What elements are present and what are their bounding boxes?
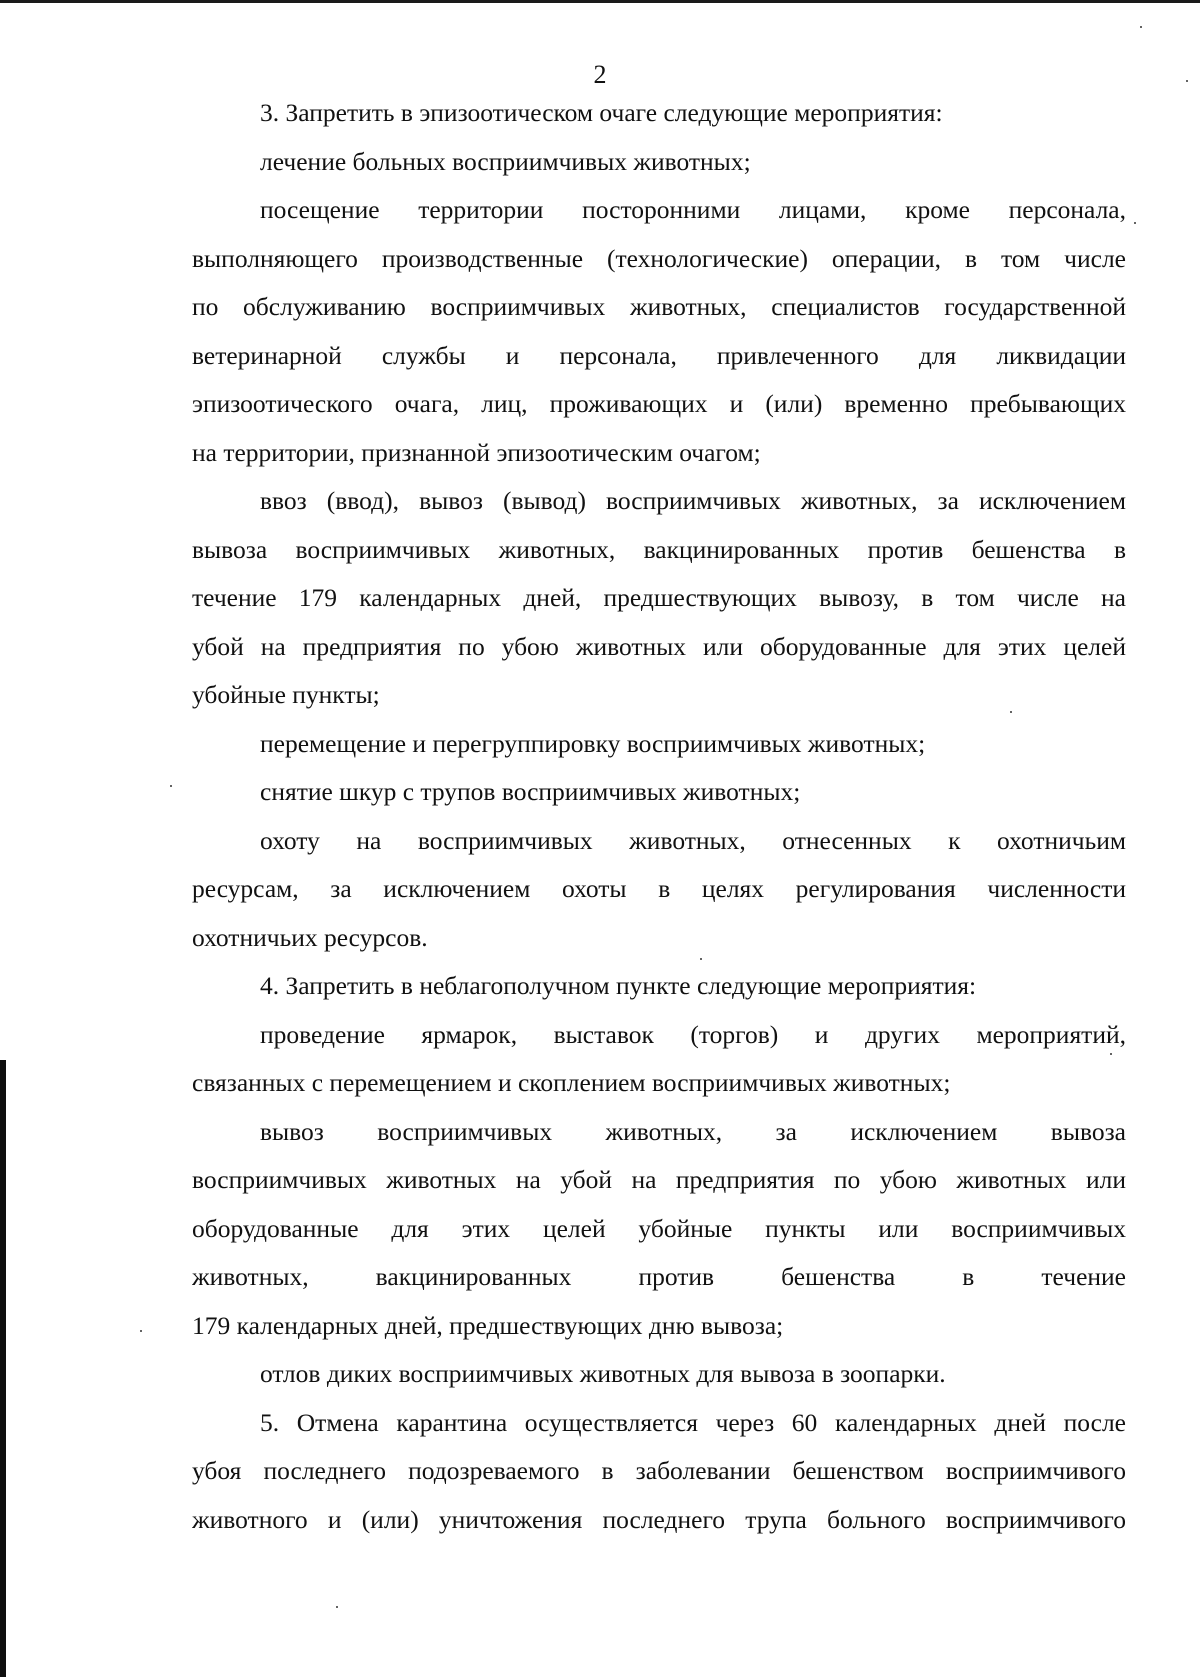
text-line: снятие шкур с трупов восприимчивых животных; <box>260 777 801 806</box>
text-line: восприимчивых животных на убой на предприятия по убою животных или <box>192 1165 1126 1194</box>
text-line: 179 календарных дней, предшествующих дню вывоза; <box>192 1310 784 1340</box>
text-line: выполняющего производственные (технологические) операции, в том числе <box>192 243 1126 273</box>
text-line: животных, вакцинированных против бешенства в течение <box>192 1262 1126 1291</box>
text-line: убойные пункты; <box>192 680 380 709</box>
text-line: ввоз (ввод), вывоз (вывод) восприимчивых животных, за исключением <box>260 486 1126 515</box>
text-line: ветеринарной службы и персонала, привлеченного для ликвидации <box>192 340 1126 370</box>
scan-speck <box>1110 1053 1112 1055</box>
text-line: охотничьих ресурсов. <box>192 922 428 952</box>
scan-speck <box>140 1330 142 1332</box>
text-line: 3. Запретить в эпизоотическом очаге следующие мероприятия: <box>260 98 943 127</box>
text-line: убой на предприятия по убою животных или оборудованные для этих целей <box>192 631 1126 661</box>
text-line: по обслуживанию восприимчивых животных, специалистов государственной <box>192 292 1126 321</box>
text-line: оборудованные для этих целей убойные пункты или восприимчивых <box>192 1213 1126 1243</box>
scan-speck <box>170 785 172 787</box>
page-number <box>0 60 1200 90</box>
scan-speck <box>1140 26 1142 28</box>
scan-speck <box>336 1606 338 1608</box>
text-line: животного и (или) уничтожения последнего трупа больного восприимчивого <box>192 1504 1126 1534</box>
text-line: убоя последнего подозреваемого в заболевании бешенством восприимчивого <box>192 1456 1126 1485</box>
text-line: 4. Запретить в неблагополучном пункте следующие мероприятия: <box>260 971 977 1000</box>
text-line: перемещение и перегруппировку восприимчивых животных; <box>260 728 926 758</box>
page-number-text: 2 <box>593 60 607 89</box>
scan-speck <box>1010 711 1012 713</box>
scan-top-edge <box>0 0 1200 3</box>
text-line: лечение больных восприимчивых животных; <box>260 146 751 176</box>
text-line: проведение ярмарок, выставок (торгов) и других мероприятий, <box>260 1019 1126 1049</box>
scan-speck <box>1186 80 1188 82</box>
text-line: вывоза восприимчивых животных, вакцинированных против бешенства в <box>192 534 1126 564</box>
text-line: течение 179 календарных дней, предшествующих вывозу, в том числе на <box>192 583 1126 612</box>
text-line: связанных с перемещением и скоплением восприимчивых животных; <box>192 1068 951 1097</box>
scan-speck <box>1134 222 1136 224</box>
document-body <box>192 89 1126 1544</box>
text-line: охоту на восприимчивых животных, отнесенных к охотничьим <box>260 825 1126 855</box>
text-line: посещение территории посторонними лицами, кроме персонала, <box>260 195 1126 224</box>
text-line: на территории, признанной эпизоотическим очагом; <box>192 437 761 467</box>
text-line: ресурсам, за исключением охоты в целях регулирования численности <box>192 874 1126 903</box>
scan-speck <box>700 958 702 960</box>
scan-left-edge <box>0 1060 6 1677</box>
text-line: отлов диких восприимчивых животных для вывоза в зоопарки. <box>260 1359 946 1388</box>
text-line: 5. Отмена карантина осуществляется через 60 календарных дней после <box>260 1407 1126 1437</box>
text-line: эпизоотического очага, лиц, проживающих и (или) временно пребывающих <box>192 389 1126 418</box>
text-line: вывоз восприимчивых животных, за исключением вывоза <box>260 1116 1126 1146</box>
